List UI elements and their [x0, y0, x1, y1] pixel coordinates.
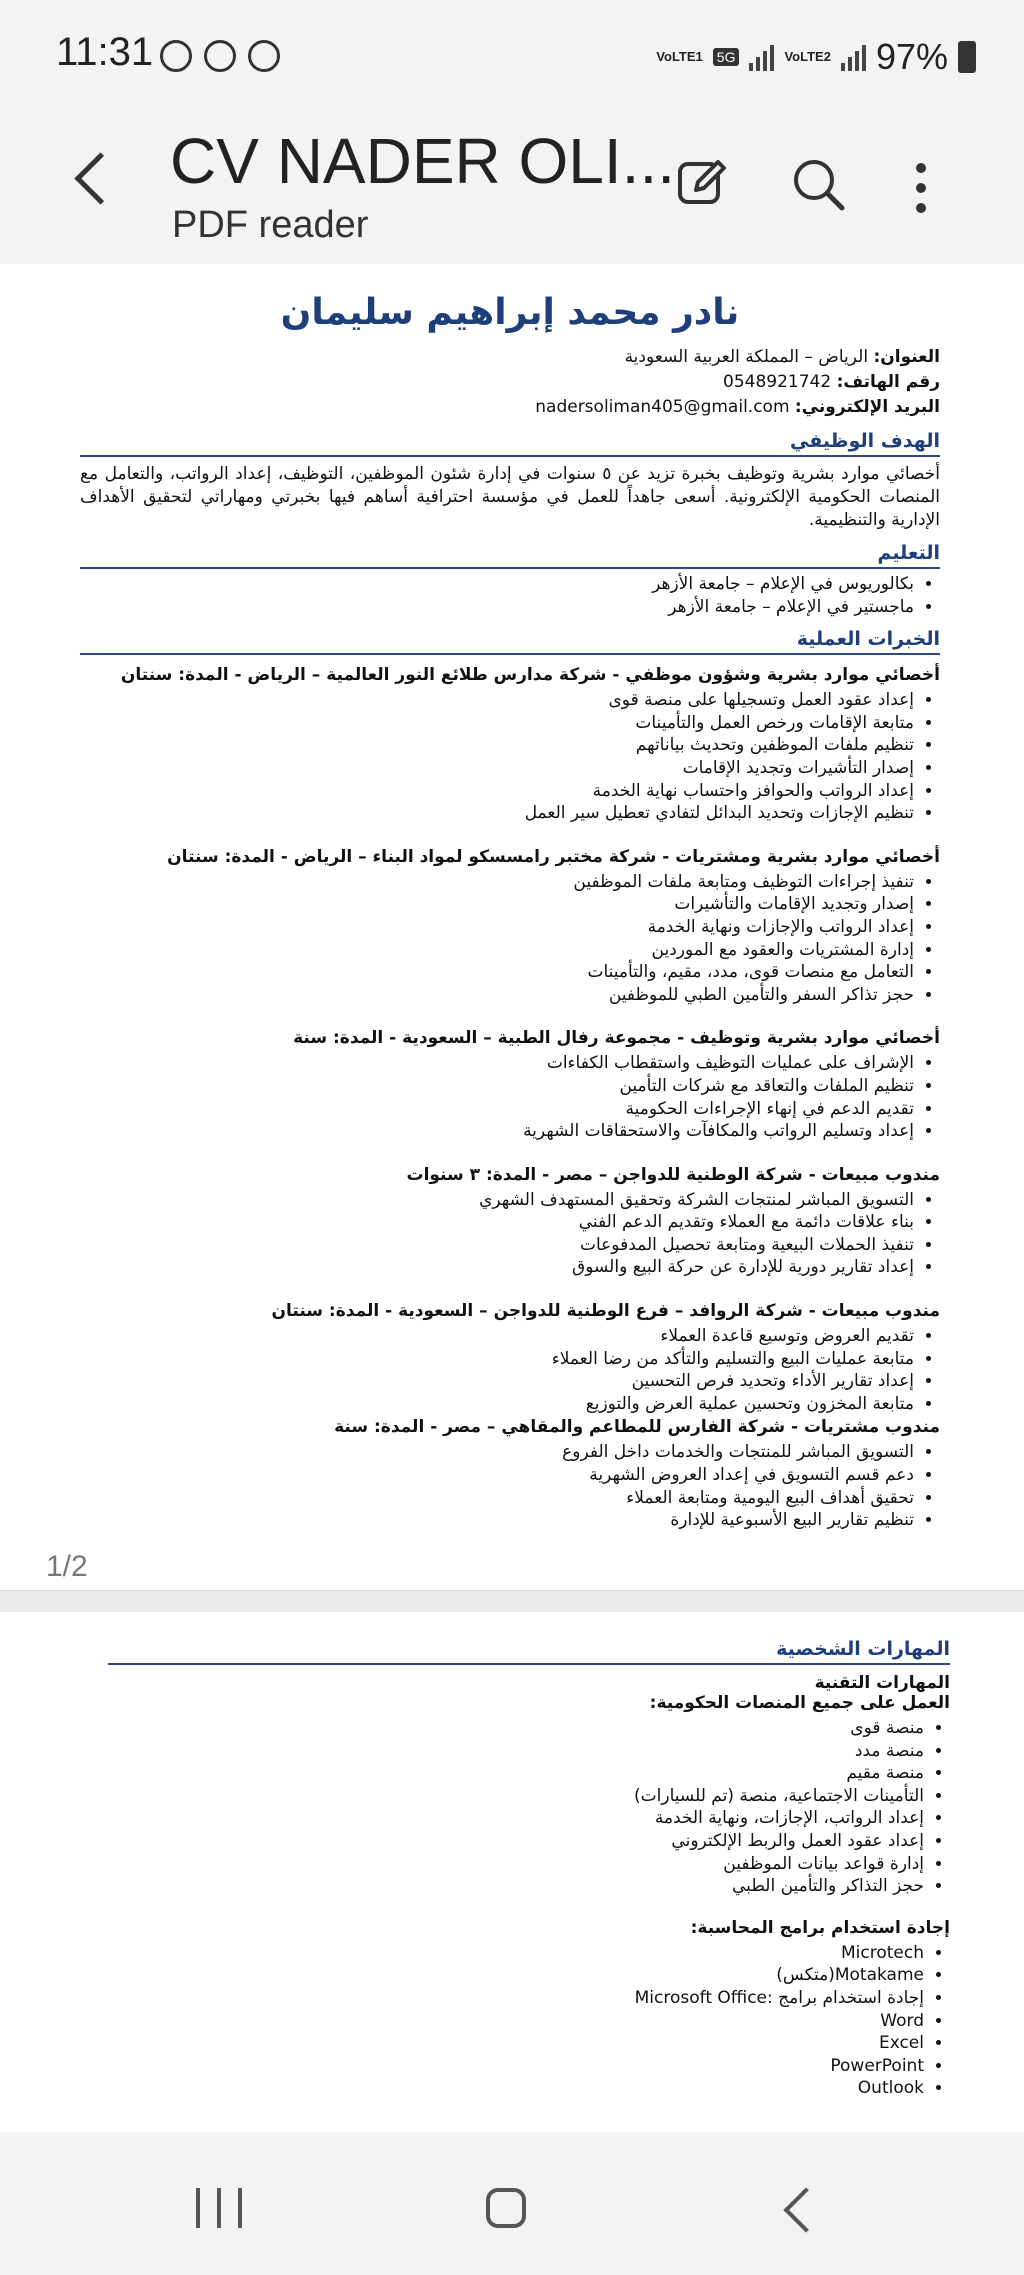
list-item: • Word	[108, 2010, 924, 2033]
experience-list	[80, 665, 940, 1532]
list-item: • دعم قسم التسويق في إعداد العروض الشهرية	[80, 1464, 914, 1487]
messenger-icon-2	[248, 40, 280, 72]
whatsapp-icon	[160, 40, 192, 72]
list-item: • التسويق المباشر لمنتجات الشركة وتحقيق المستهدف الشهري	[80, 1189, 914, 1212]
skills-heading: المهارات الشخصية	[108, 1638, 950, 1665]
list-item: • Microtech	[108, 1942, 924, 1965]
list-item: • تحقيق أهداف البيع اليومية ومتابعة العملاء	[80, 1487, 914, 1510]
list-item: • تنفيذ الحملات البيعية ومتابعة تحصيل المدفوعات	[80, 1234, 914, 1257]
page-content	[80, 264, 940, 1532]
edit-icon[interactable]	[676, 156, 728, 208]
cv-name: نادر محمد إبراهيم سليمان	[280, 292, 740, 333]
job-title: مندوب مبيعات - شركة الوطنية للدواجن – مصر - المدة: ٣ سنوات	[406, 1164, 940, 1185]
list-item: • إصدار التأشيرات وتجديد الإقامات	[80, 757, 914, 780]
job-duties	[80, 1052, 940, 1142]
contact-block	[80, 345, 940, 420]
system-nav-bar	[0, 2132, 1024, 2275]
home-icon[interactable]	[486, 2188, 526, 2228]
list-item: • إجادة استخدام برامج :Microsoft Office	[108, 1987, 924, 2010]
list-item: • متابعة المخزون وتحسين عملية العرض والتوزيع	[80, 1393, 914, 1416]
job-duties	[80, 1189, 940, 1279]
5g-badge: 5G	[713, 48, 740, 66]
clock: 11:31	[56, 30, 154, 74]
job-duties	[80, 689, 940, 825]
list-item: • ماجستير في الإعلام – جامعة الأزهر	[80, 596, 914, 619]
list-item: • إعداد تقارير دورية للإدارة عن حركة البيع والسوق	[80, 1256, 914, 1279]
list-item: • التسويق المباشر للمنتجات والخدمات داخل الفروع	[80, 1441, 914, 1464]
search-icon[interactable]	[790, 156, 846, 212]
messenger-icon	[204, 40, 236, 72]
system-icons	[656, 36, 976, 78]
objective-text: أخصائي موارد بشرية وتوظيف بخبرة تزيد عن ٥ سنوات في إدارة شئون الموظفين، التوظيف، إعداد الرواتب، والتعامل مع المنصات الحكومية الإلكترونية. أسعى جاهداً للعمل في مؤسسة احترافية أساهم فيها بخبرتي ومهاراتي لتحقيق الأهداف الإدارية والتنظيمية.	[80, 464, 940, 530]
job-title: أخصائي موارد بشرية وتوظيف - مجموعة رفال الطبية – السعودية - المدة: سنة	[293, 1028, 940, 1049]
pdf-page-1[interactable]	[0, 264, 1024, 1590]
list-item: • حجز تذاكر السفر والتأمين الطبي للموظفين	[80, 984, 914, 1007]
job-entry	[80, 665, 940, 825]
list-item: • إعداد عقود العمل وتسجيلها على منصة قوى	[80, 689, 914, 712]
job-title: مندوب مبيعات - شركة الروافد – فرع الوطنية للدواجن – السعودية - المدة: سنتان	[271, 1301, 940, 1322]
list-item: • تنظيم تقارير البيع الأسبوعية للإدارة	[80, 1509, 914, 1532]
list-item: • إصدار وتجديد الإقامات والتأشيرات	[80, 893, 914, 916]
battery-percent: 97%	[875, 36, 948, 77]
list-item: • بناء علاقات دائمة مع العملاء وتقديم الدعم الفني	[80, 1211, 914, 1234]
volte2-label: VoLTE2	[784, 49, 831, 64]
list-item: • حجز التذاكر والتأمين الطبي	[108, 1875, 924, 1898]
accounting-label: إجادة استخدام برامج المحاسبة:	[690, 1917, 950, 1938]
list-item: • PowerPoint	[108, 2055, 924, 2078]
email-label: البريد الإلكتروني:	[794, 397, 940, 417]
job-title: أخصائي موارد بشرية وشؤون موظفي - شركة مدارس طلائع النور العالمية – الرياض - المدة: سنتان	[120, 665, 940, 686]
more-options-icon[interactable]	[906, 160, 936, 216]
gov-platforms-list	[108, 1717, 950, 1898]
status-bar	[0, 0, 1024, 118]
list-item: • تنفيذ إجراءات التوظيف ومتابعة ملفات الموظفين	[80, 871, 914, 894]
list-item: • إعداد تقارير الأداء وتحديد فرص التحسين	[80, 1370, 914, 1393]
gov-platforms-label: العمل على جميع المنصات الحكومية:	[649, 1693, 950, 1713]
list-item: • منصة مقيم	[108, 1762, 924, 1785]
list-item: • تنظيم الملفات والتعاقد مع شركات التأمين	[80, 1075, 914, 1098]
accounting-list	[108, 1942, 950, 2100]
list-item: • التأمينات الاجتماعية، منصة (تم للسيارات)	[108, 1785, 924, 1808]
battery-icon	[958, 41, 976, 73]
job-title: أخصائي موارد بشرية ومشتريات - شركة مختبر رامسسكو لمواد البناء – الرياض - المدة: سنتان	[167, 846, 940, 867]
email-line	[80, 395, 940, 420]
pdf-page-2[interactable]	[0, 1612, 1024, 2132]
list-item: • إعداد الرواتب والإجازات ونهاية الخدمة	[80, 916, 914, 939]
list-item: • Outlook	[108, 2077, 924, 2100]
list-item: • تنظيم ملفات الموظفين وتحديث بياناتهم	[80, 734, 914, 757]
job-entry	[80, 1165, 940, 1279]
job-duties	[80, 871, 940, 1007]
phone-label: رقم الهاتف:	[836, 372, 940, 392]
list-item: • الإشراف على عمليات التوظيف واستقطاب الكفاءات	[80, 1052, 914, 1075]
page-content	[108, 1612, 950, 2100]
job-entry	[80, 847, 940, 1007]
job-duties	[80, 1441, 940, 1531]
address-value: الرياض – المملكة العربية السعودية	[624, 347, 869, 367]
objective-heading: الهدف الوظيفي	[80, 430, 940, 457]
job-entry	[80, 1301, 940, 1415]
phone-line	[80, 370, 940, 395]
list-item: • منصة مدد	[108, 1740, 924, 1763]
list-item: • إعداد الرواتب والحوافز واحتساب نهاية الخدمة	[80, 780, 914, 803]
list-item: • إدارة قواعد بيانات الموظفين	[108, 1853, 924, 1876]
notification-icons	[160, 40, 280, 72]
list-item: • إعداد الرواتب، الإجازات، ونهاية الخدمة	[108, 1807, 924, 1830]
tech-skills-label: المهارات التقنية	[814, 1673, 950, 1693]
job-entry	[80, 1417, 940, 1531]
document-title: CV NADER OLI...	[170, 125, 675, 197]
job-title: مندوب مشتريات - شركة الفارس للمطاعم والمقاهي – مصر - المدة: سنة	[334, 1417, 940, 1438]
list-item: • منصة قوى	[108, 1717, 924, 1740]
address-line	[80, 345, 940, 370]
list-item: • إعداد عقود العمل والربط الإلكتروني	[108, 1830, 924, 1853]
email-value: nadersoliman405@gmail.com	[535, 397, 790, 417]
list-item: • بكالوريوس في الإعلام – جامعة الأزهر	[80, 573, 914, 596]
signal-icon	[749, 43, 774, 71]
list-item: • إعداد وتسليم الرواتب والمكافآت والاستحقاقات الشهرية	[80, 1120, 914, 1143]
job-entry	[80, 1028, 940, 1142]
education-list	[80, 573, 940, 618]
volte1-label: VoLTE1	[656, 49, 703, 64]
list-item: • تقديم الدعم في إنهاء الإجراءات الحكومية	[80, 1098, 914, 1121]
job-duties	[80, 1325, 940, 1415]
list-item: • متابعة الإقامات ورخص العمل والتأمينات	[80, 712, 914, 735]
list-item: • تقديم العروض وتوسيع قاعدة العملاء	[80, 1325, 914, 1348]
nav-back-icon[interactable]	[783, 2187, 828, 2232]
list-item: • متابعة عمليات البيع والتسليم والتأكد من رضا العملاء	[80, 1348, 914, 1371]
list-item: • تنظيم الإجازات وتحديد البدائل لتفادي تعطيل سير العمل	[80, 802, 914, 825]
list-item: • Motakame(متكس)	[108, 1964, 924, 1987]
recent-apps-icon[interactable]	[196, 2188, 242, 2228]
page-divider	[0, 1590, 1024, 1613]
signal-icon-2	[841, 43, 866, 71]
list-item: • إدارة المشتريات والعقود مع الموردين	[80, 939, 914, 962]
address-label: العنوان:	[873, 347, 940, 367]
page-number: 1/2	[46, 1550, 88, 1583]
education-heading: التعليم	[80, 542, 940, 569]
list-item: • التعامل مع منصات قوى، مدد، مقيم، والتأمينات	[80, 961, 914, 984]
app-subtitle: PDF reader	[172, 204, 369, 246]
phone-value: 0548921742	[723, 372, 832, 392]
experience-heading: الخبرات العملية	[80, 628, 940, 655]
list-item: • Excel	[108, 2032, 924, 2055]
